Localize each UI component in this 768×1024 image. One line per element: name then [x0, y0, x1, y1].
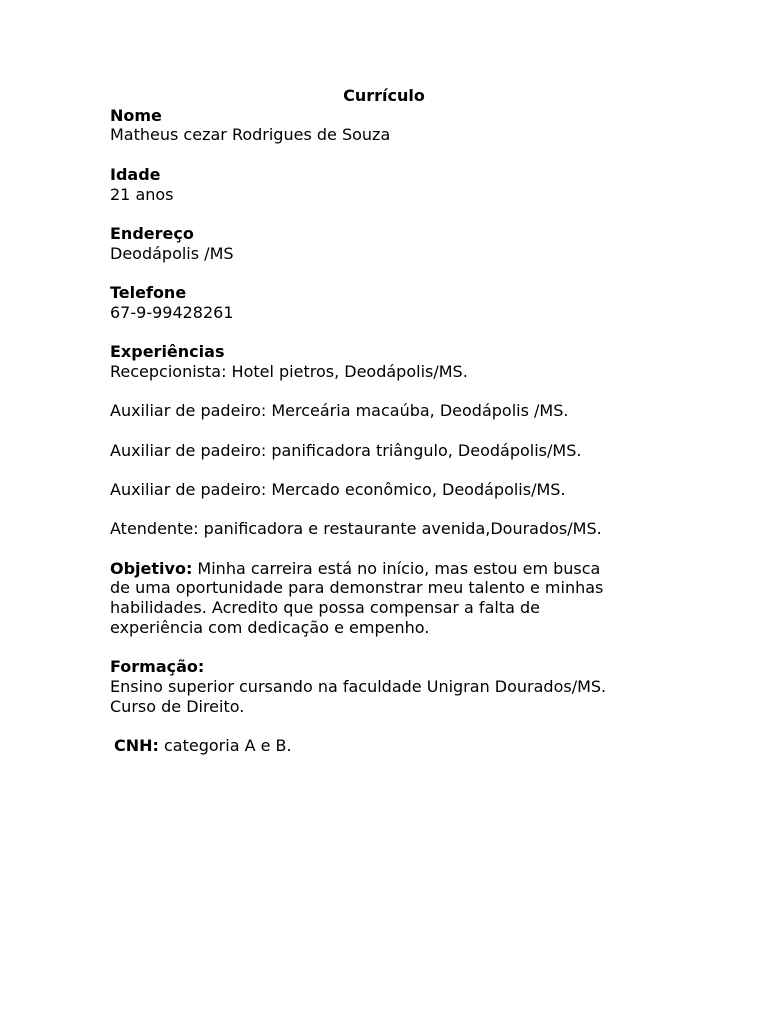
objective-text: habilidades. Acredito que possa compensar a falta de [110, 598, 540, 618]
spacer [110, 638, 670, 658]
objective-label: Objetivo: [110, 558, 193, 578]
experience-item: Recepcionista: Hotel pietros, Deodápolis/MS. [110, 361, 468, 381]
spacer [110, 716, 670, 736]
cnh-line [110, 736, 670, 756]
resume-document [110, 86, 670, 756]
experience-item: Auxiliar de padeiro: panificadora triângulo, Deodápolis/MS. [110, 440, 582, 460]
age-label: Idade [110, 164, 161, 184]
objective-text: de uma oportunidade para demonstrar meu talento e minhas [110, 578, 604, 598]
spacer [110, 460, 670, 480]
cnh-value: categoria A e B. [158, 736, 292, 756]
spacer [110, 500, 670, 520]
education-label: Formação: [110, 657, 205, 677]
experience-item: Auxiliar de padeiro: Merceária macaúba, Deodápolis /MS. [110, 401, 569, 421]
spacer [110, 381, 670, 401]
experience-item: Atendente: panificadora e restaurante avenida,Dourados/MS. [110, 519, 602, 539]
address-label: Endereço [110, 223, 194, 243]
education-text: Ensino superior cursando na faculdade Unigran Dourados/MS. [110, 676, 607, 696]
phone-label: Telefone [110, 282, 187, 302]
spacer [110, 204, 670, 224]
resume-title: Currículo [343, 86, 425, 105]
objective-line [110, 559, 670, 579]
education-text: Curso de Direito. [110, 696, 245, 716]
spacer [110, 539, 670, 559]
address-value: Deodápolis /MS [110, 243, 234, 263]
cnh-label: CNH: [114, 736, 159, 756]
age-value: 21 anos [110, 184, 174, 204]
experience-label: Experiências [110, 342, 225, 362]
spacer [110, 421, 670, 441]
name-label: Nome [110, 105, 162, 125]
phone-value: 67-9-99428261 [110, 302, 234, 322]
spacer [110, 263, 670, 283]
spacer [110, 322, 670, 342]
objective-text: Minha carreira está no início, mas estou em busca [192, 558, 601, 578]
experience-item: Auxiliar de padeiro: Mercado econômico, Deodápolis/MS. [110, 479, 566, 499]
objective-text: experiência com dedicação e empenho. [110, 617, 430, 637]
spacer [110, 145, 670, 165]
name-value: Matheus cezar Rodrigues de Souza [110, 125, 391, 145]
